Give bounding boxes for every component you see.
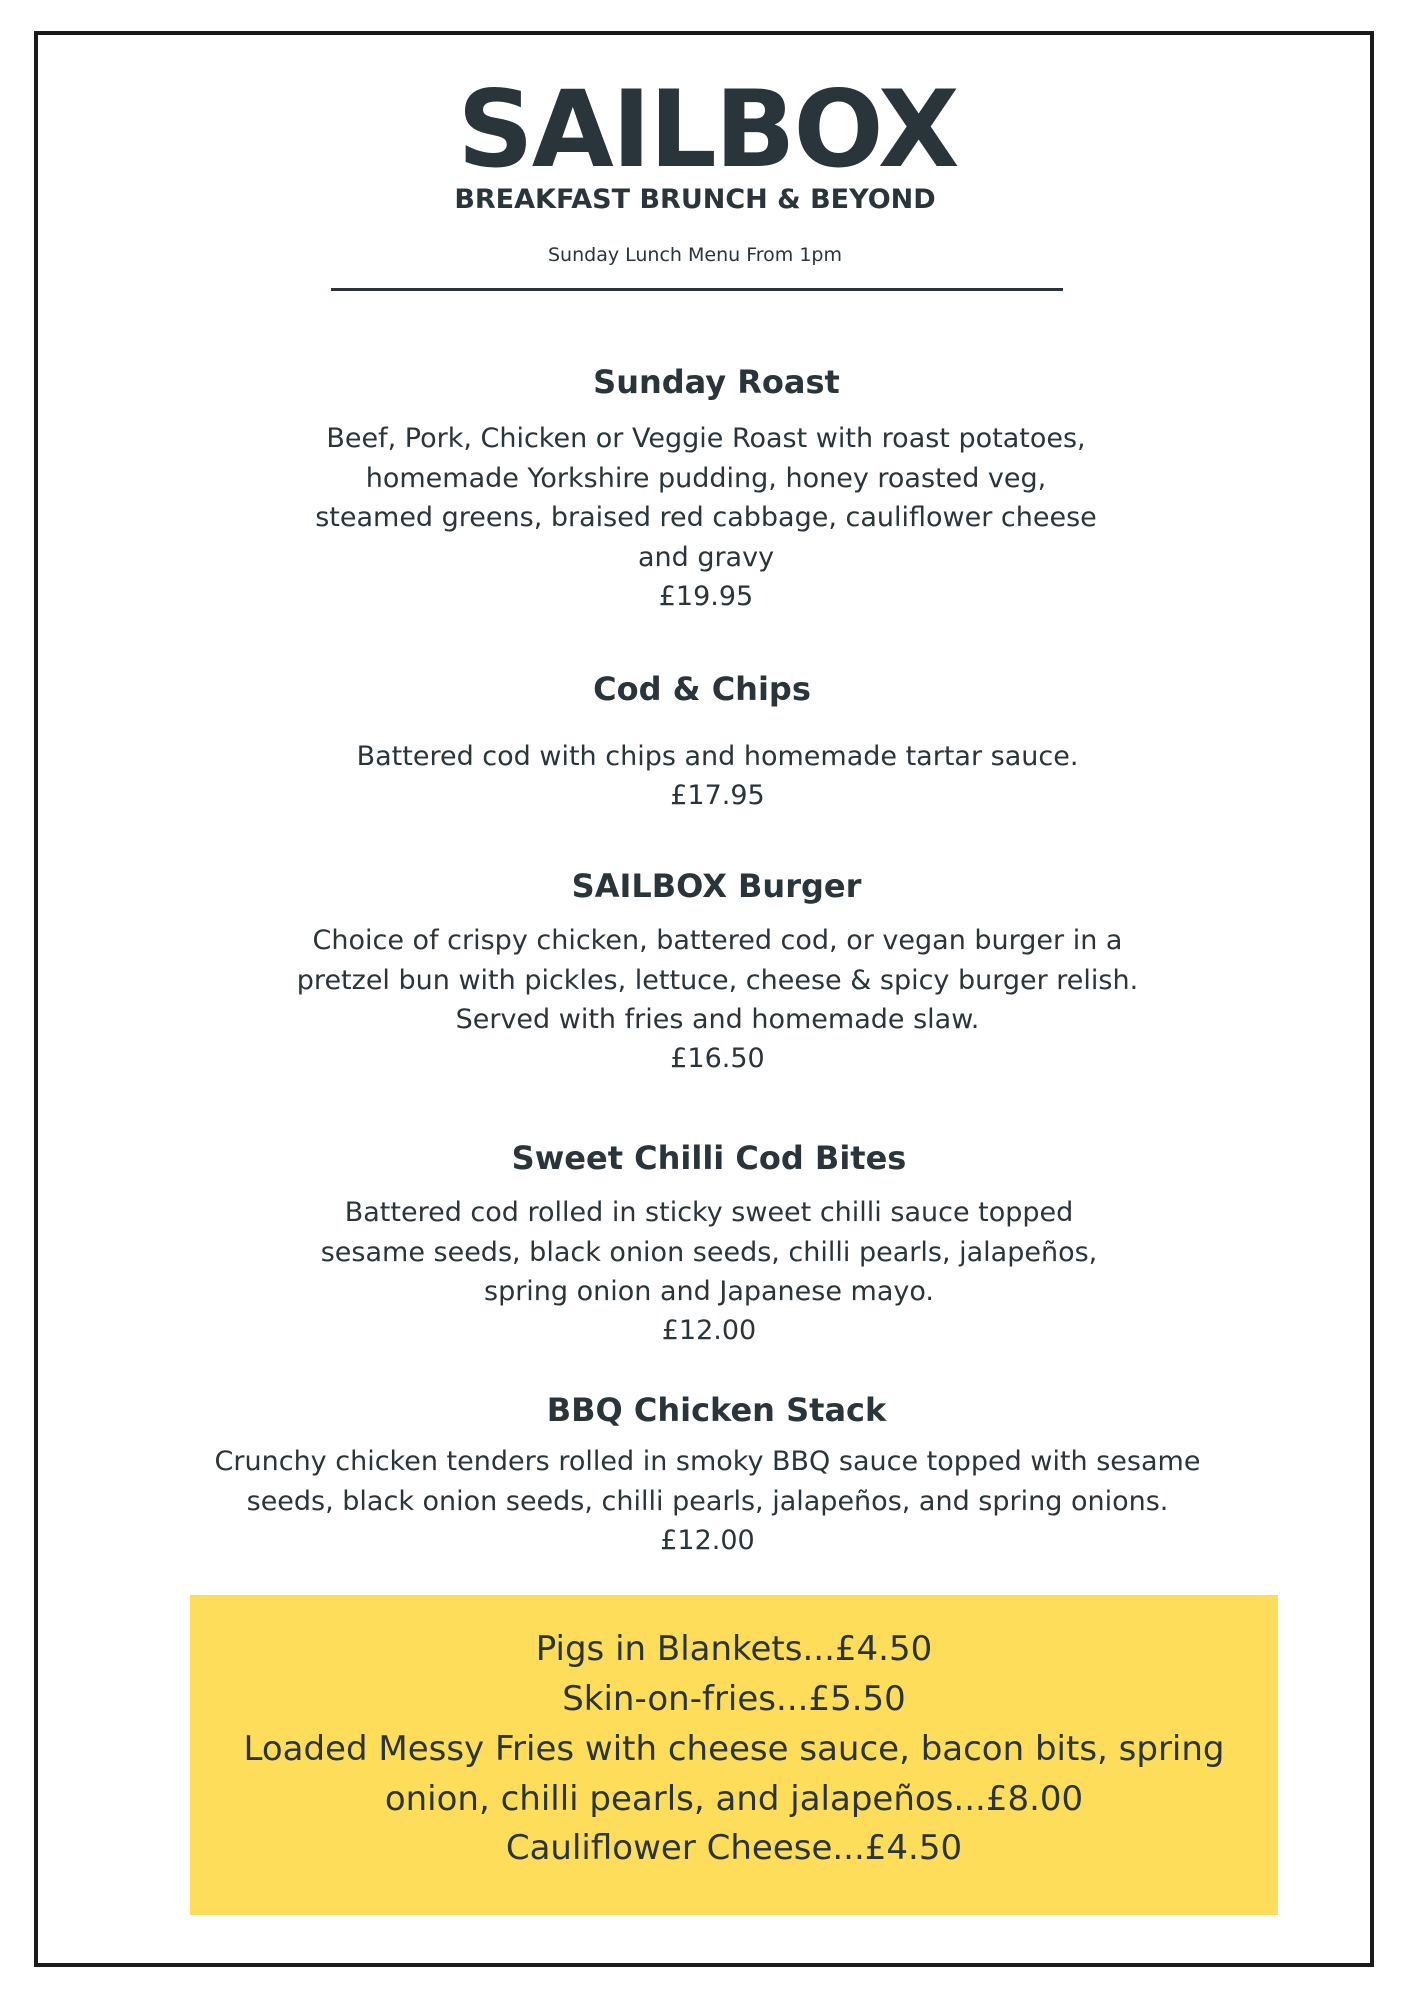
brand-name: SAILBOX [457, 68, 958, 191]
item-title-sweet-chilli-cod-bites: Sweet Chilli Cod Bites [511, 1139, 907, 1177]
item-description-sailbox-burger: Choice of crispy chicken, battered cod, or vegan burger in a pretzel bun with pickles, lettuce, cheese & spicy burger relish. Served with fries and homemade slaw. [296, 925, 1139, 1035]
item-price-sweet-chilli-cod-bites: £12.00 [661, 1315, 757, 1346]
sides-panel [190, 1595, 1278, 1915]
brand-tagline: BREAKFAST BRUNCH & BEYOND [454, 184, 936, 215]
side-loaded-fries-line-2: onion, chilli pearls, and jalapeños...£8.00 [384, 1779, 1084, 1819]
header-divider [331, 288, 1063, 291]
side-skin-on-fries: Skin-on-fries...£5.50 [562, 1679, 906, 1719]
item-price-bbq-chicken-stack: £12.00 [660, 1525, 755, 1556]
item-title-sailbox-burger: SAILBOX Burger [571, 867, 862, 905]
item-title-sunday-roast: Sunday Roast [593, 363, 840, 401]
item-description-sweet-chilli-cod-bites: Battered cod rolled in sticky sweet chilli sauce topped sesame seeds, black onion seeds, chilli pearls, jalapeños, spring onion and Japanese mayo. [320, 1197, 1098, 1307]
item-description-bbq-chicken-stack: Crunchy chicken tenders rolled in smoky BBQ sauce topped with sesame seeds, black onion seeds, chilli pearls, jalapeños, and spring onions. [214, 1446, 1201, 1517]
side-pigs-in-blankets: Pigs in Blankets...£4.50 [535, 1629, 933, 1669]
item-price-sunday-roast: £19.95 [658, 581, 754, 612]
item-description-sunday-roast: Beef, Pork, Chicken or Veggie Roast with roast potatoes, homemade Yorkshire pudding, honey roasted veg, steamed greens, braised red cabbage, cauliflower cheese and gravy [315, 423, 1097, 573]
side-loaded-fries-line-1: Loaded Messy Fries with cheese sauce, bacon bits, spring [243, 1729, 1225, 1769]
service-note: Sunday Lunch Menu From 1pm [548, 244, 842, 266]
side-cauliflower-cheese: Cauliflower Cheese...£4.50 [505, 1828, 963, 1868]
item-price-cod-and-chips: £17.95 [670, 780, 765, 811]
item-title-bbq-chicken-stack: BBQ Chicken Stack [546, 1391, 887, 1429]
item-price-sailbox-burger: £16.50 [670, 1043, 765, 1074]
item-description-cod-and-chips: Battered cod with chips and homemade tartar sauce. [356, 741, 1079, 772]
item-title-cod-and-chips: Cod & Chips [593, 670, 811, 708]
